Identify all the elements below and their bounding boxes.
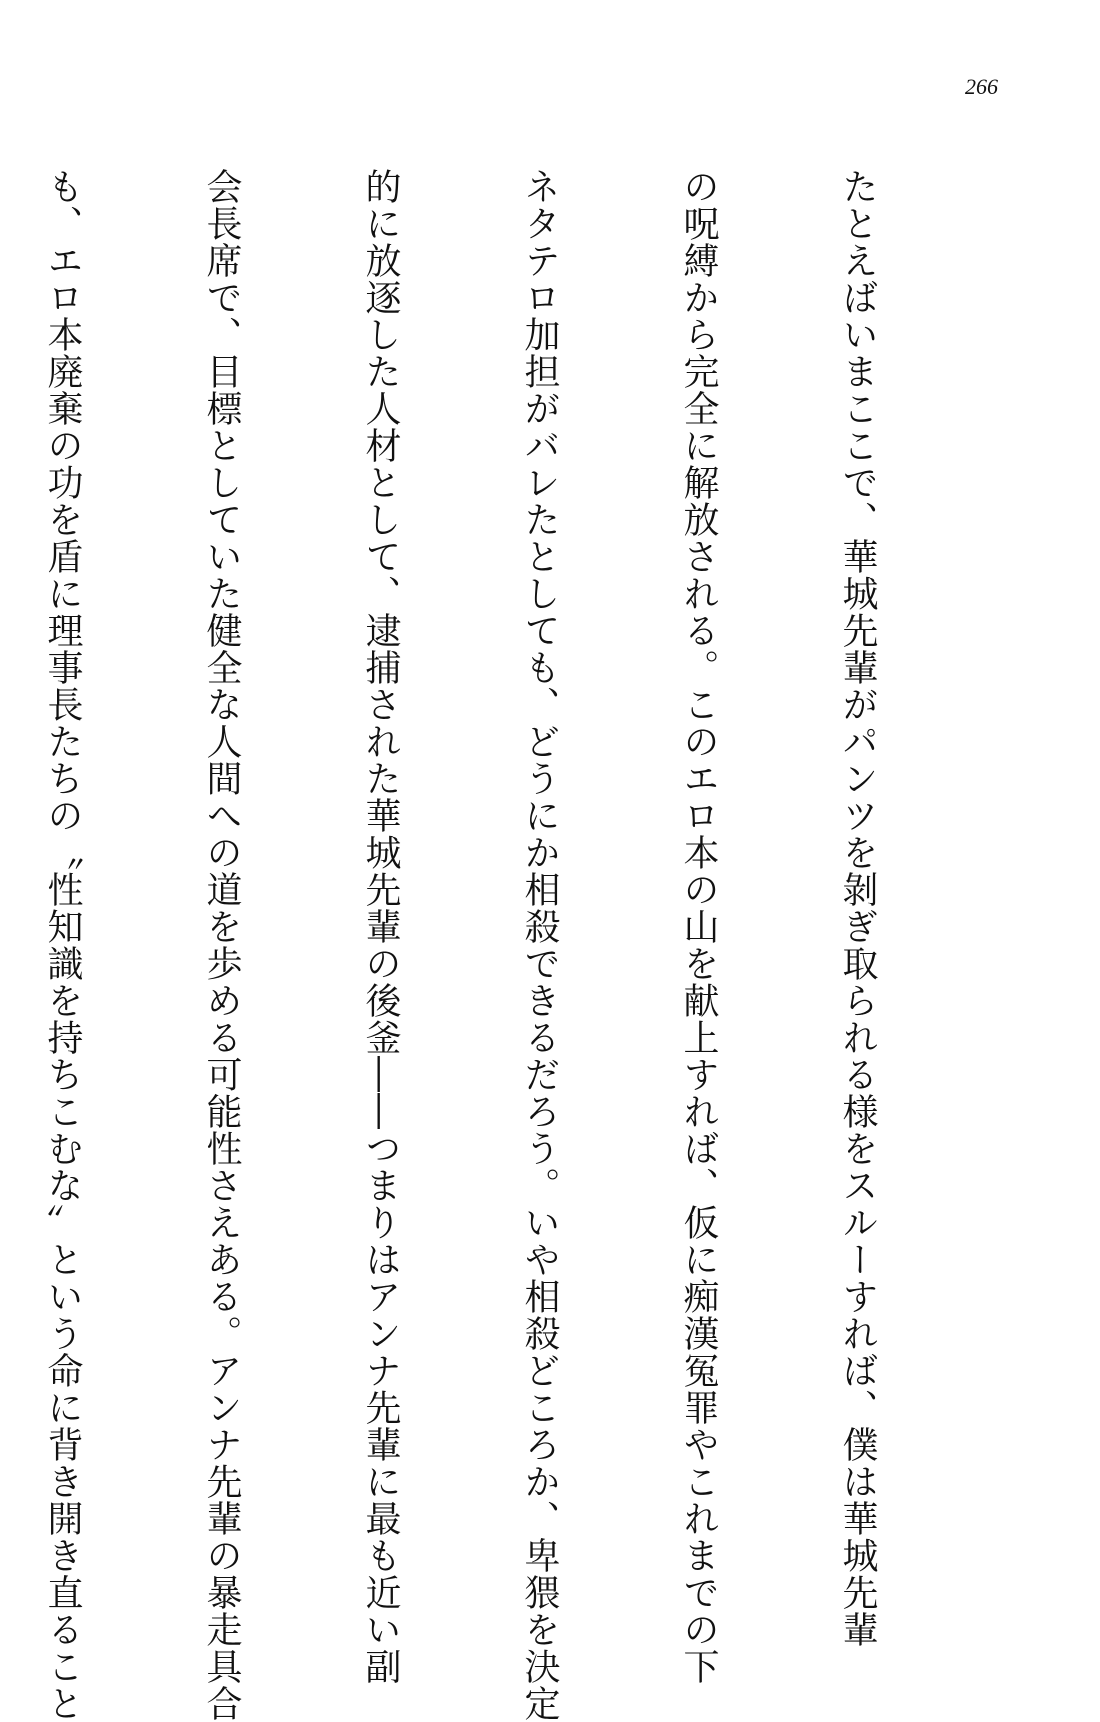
text-column: たとえばいまここで、華城先輩がパンツを剝ぎ取られる様をスルーすれば、僕は華城先輩 <box>837 168 878 1648</box>
text-column: ネタテロ加担がバレたとしても、どうにか相殺できるだろう。いや相殺どころか、卑猥を決定 <box>519 168 560 1722</box>
text-column: 会長席で、目標としていた健全な人間への道を歩める可能性さえある。アンナ先輩の暴走具合 <box>201 168 242 1722</box>
text-column: 的に放逐した人材として、逮捕された華城先輩の後釜――つまりはアンナ先輩に最も近い副 <box>360 168 401 1685</box>
page-number: 266 <box>965 74 998 99</box>
text-column: の呪縛から完全に解放される。このエロ本の山を献上すれば、仮に痴漢冤罪やこれまでの下 <box>678 168 719 1685</box>
text-column: も、エロ本廃棄の功を盾に理事長たちの〝性知識を持ちこむな〟という命に背き開き直ること <box>42 168 83 1722</box>
vertical-text-body <box>0 168 990 1722</box>
